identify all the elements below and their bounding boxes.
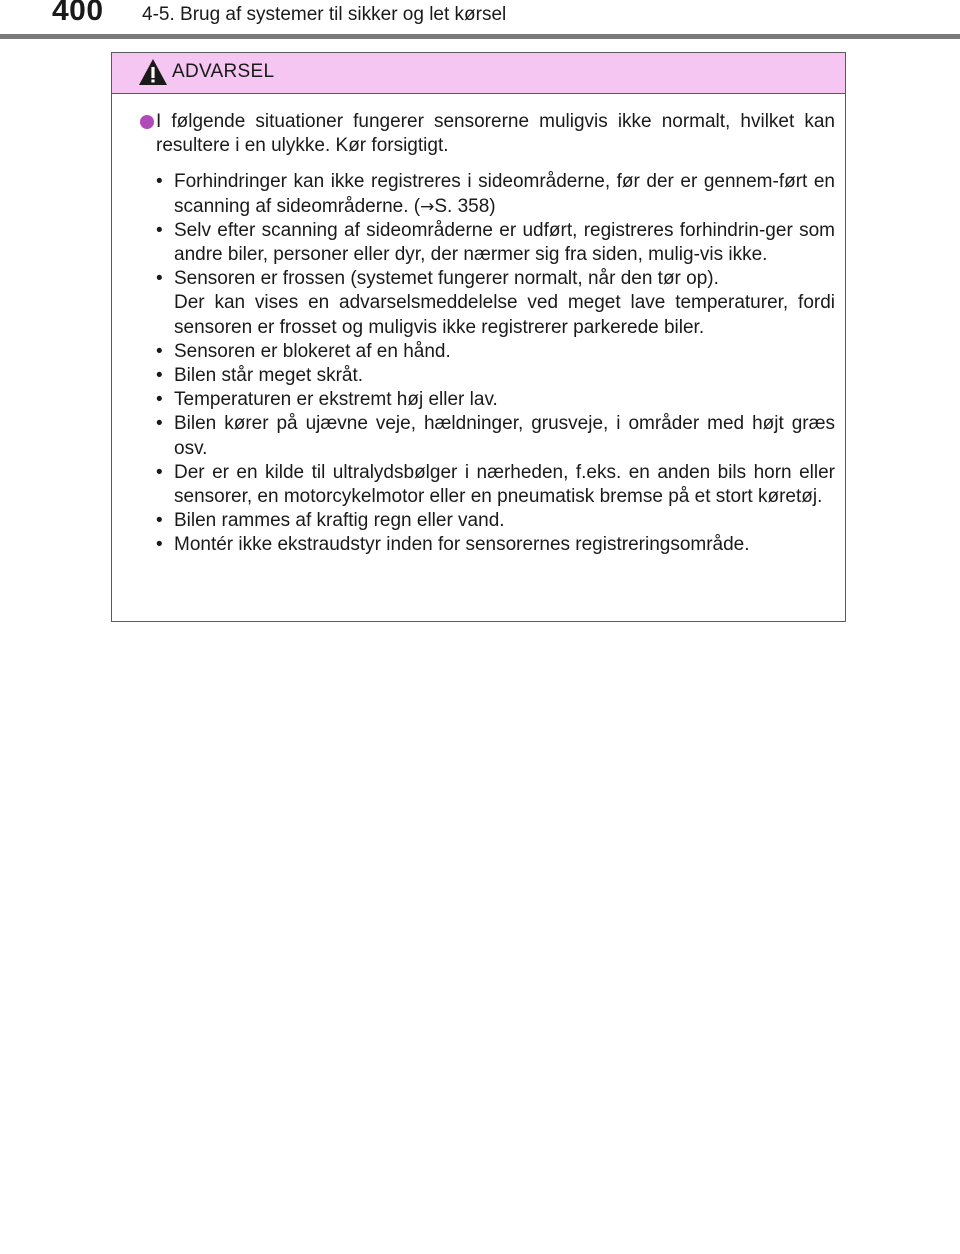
lead-bullet-icon <box>140 115 154 129</box>
item-text: Selv efter scanning af sideområderne er udført, registreres forhindrin-ger som andre biler, personer eller dyr, der nærmer sig fra siden, mulig-vis ikke. <box>174 219 835 266</box>
item-text: Bilen rammes af kraftig regn eller vand. <box>174 510 505 532</box>
lead-paragraph <box>128 110 835 158</box>
warning-label: ADVARSEL <box>172 61 275 82</box>
list-item <box>156 461 835 509</box>
list-item <box>156 364 835 388</box>
bullet: • <box>156 268 163 290</box>
page-header <box>0 0 960 40</box>
warning-body <box>112 94 845 558</box>
list-item <box>156 388 835 412</box>
situation-list <box>128 170 835 557</box>
arrow-icon: → <box>420 196 435 217</box>
bullet: • <box>156 340 163 362</box>
section-title: 4-5. Brug af systemer til sikker og let kørsel <box>142 4 507 25</box>
warning-box <box>111 52 846 622</box>
lead-text: I følgende situationer fungerer sensorerne muligvis ikke normalt, hvilket kan resultere i en ulykke. Kør forsigtigt. <box>156 111 835 157</box>
page-reference-link[interactable]: S. 358) <box>434 195 496 217</box>
list-item <box>156 533 835 557</box>
warning-header <box>112 53 845 94</box>
list-item <box>156 412 835 460</box>
item-text: Bilen står meget skråt. <box>174 365 364 387</box>
list-item <box>156 267 835 340</box>
list-item <box>156 509 835 533</box>
bullet: • <box>156 413 163 435</box>
item-text: Bilen kører på ujævne veje, hældninger, grusveje, i områder med højt græs osv. <box>174 413 835 459</box>
item-text: Temperaturen er ekstremt høj eller lav. <box>174 389 498 411</box>
list-item <box>156 340 835 364</box>
item-text: Forhindringer kan ikke registreres i sideområderne, før der er gennem-ført en scanning af sideområderne. ( <box>174 171 835 217</box>
bullet: • <box>156 365 163 387</box>
bullet: • <box>156 510 163 532</box>
item-text: Sensoren er blokeret af en hånd. <box>174 340 451 362</box>
bullet: • <box>156 534 163 556</box>
bullet: • <box>156 461 163 483</box>
warning-triangle-icon <box>138 58 168 86</box>
item-text: Sensoren er frossen (systemet fungerer normalt, når den tør op). <box>174 268 719 290</box>
list-item <box>156 170 835 218</box>
item-text: Der er en kilde til ultralydsbølger i nærheden, f.eks. en anden bils horn eller sensorer, en motorcykelmotor eller en pneumatisk bremse på et stort køretøj. <box>174 461 835 508</box>
header-rule <box>0 34 960 39</box>
page-number: 400 <box>52 0 104 27</box>
item-text: Montér ikke ekstraudstyr inden for sensorernes registreringsområde. <box>174 534 750 556</box>
bullet: • <box>156 171 163 193</box>
list-item <box>156 219 835 267</box>
bullet: • <box>156 389 163 411</box>
bullet: • <box>156 219 163 241</box>
item-extra-text: Der kan vises en advarselsmeddelelse ved meget lave temperaturer, fordi sensoren er frosset og muligvis ikke registrerer parkerede biler. <box>174 292 835 338</box>
